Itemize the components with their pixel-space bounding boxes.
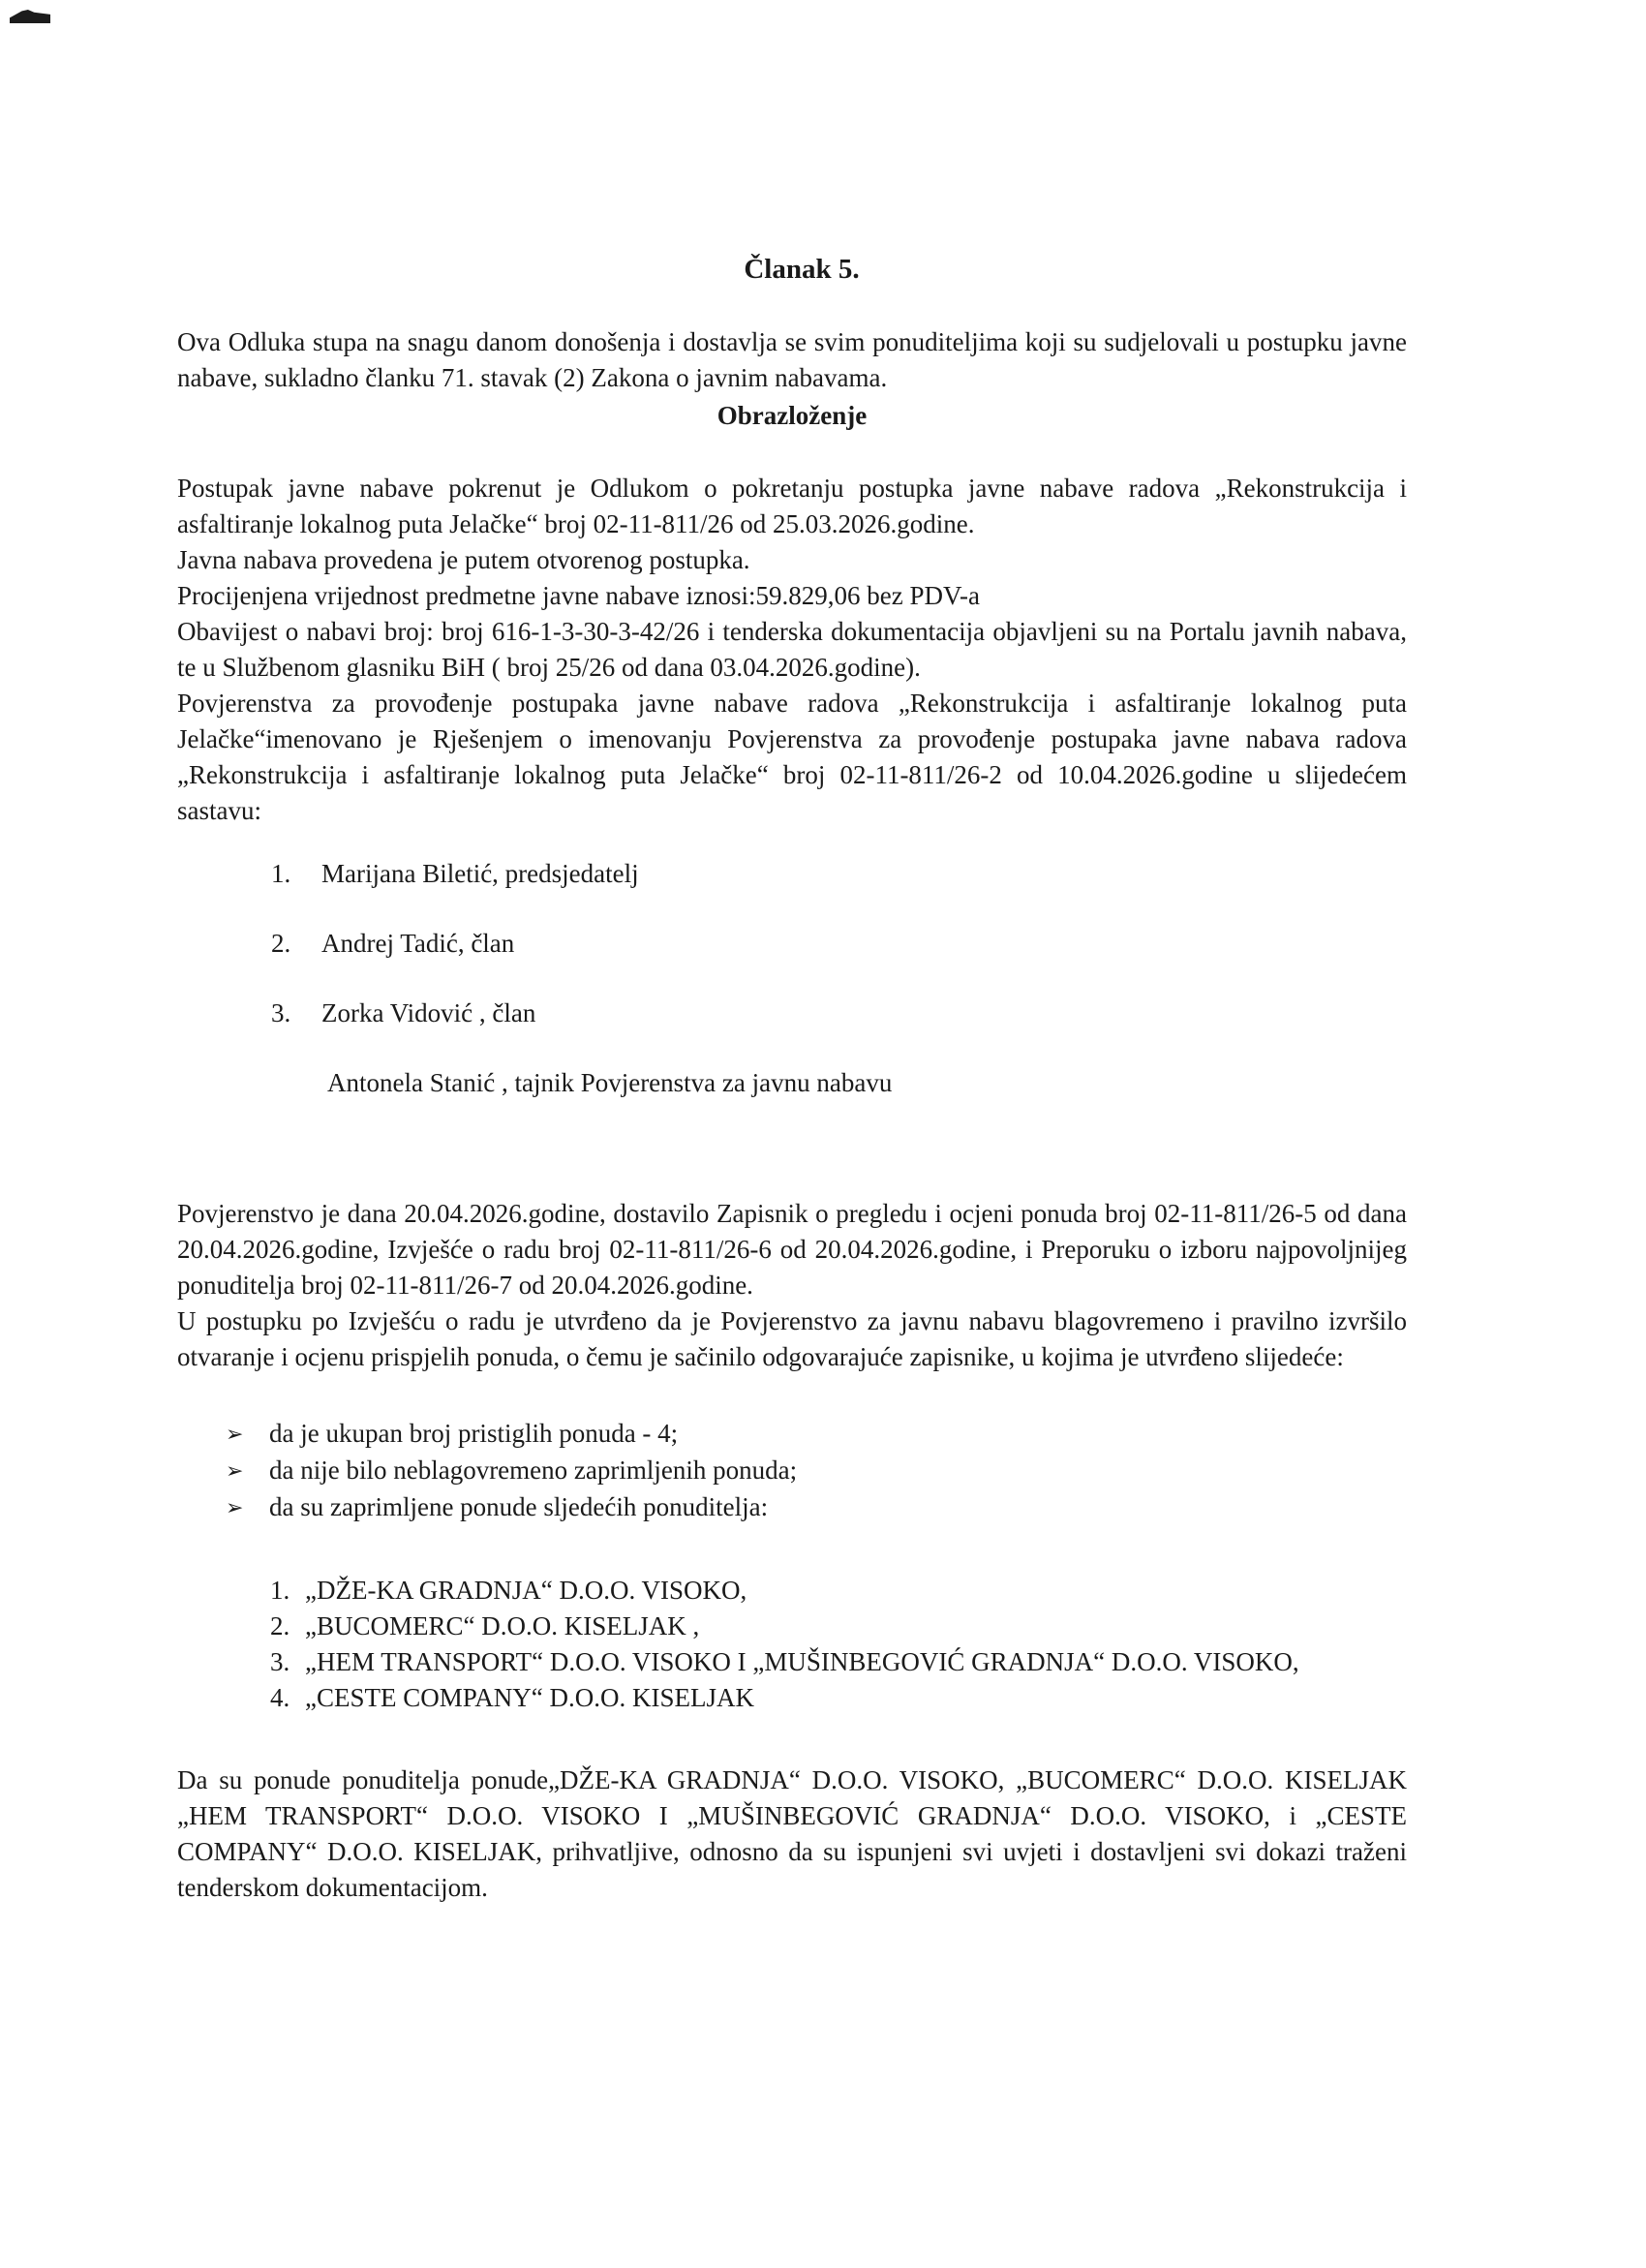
list-item [271, 996, 1407, 1065]
list-number: 2. [271, 929, 291, 958]
list-item [226, 1453, 1407, 1489]
arrow-bullet-icon: ➢ [226, 1458, 244, 1483]
list-item [270, 1644, 1407, 1680]
document-page [177, 252, 1407, 1932]
article-title: Članak 5. [744, 254, 860, 285]
list-item [270, 1609, 1407, 1644]
list-number: 4. [270, 1683, 290, 1712]
explanation-title: Obrazloženje [716, 401, 868, 430]
report-body [177, 1196, 1407, 1375]
member-name: Andrej Tadić, član [321, 929, 515, 958]
finding-text: da nije bilo neblagovremeno zaprimljenih ponuda; [269, 1456, 798, 1485]
report-line: Povjerenstvo je dana 20.04.2026.godine, dostavilo Zapisnik o pregledu i ocjeni ponuda broj 02-11-811/26-5 od dana 20.04.2026.godine, Izvješće o radu broj 02-11-811/26-6 od 20.04.2026.godine, i Preporuku o izboru najpovoljnijeg ponuditelja broj 02-11-811/26-7 od 20.04.2026.godine. [177, 1199, 1407, 1300]
list-item [226, 1489, 1407, 1526]
explanation-line: Procijenjena vrijednost predmetne javne nabave iznosi:59.829,06 bez PDV-a [177, 581, 981, 610]
list-item [271, 856, 1407, 926]
list-number: 1. [270, 1576, 290, 1605]
bidder-name: „HEM TRANSPORT“ D.O.O. VISOKO I „MUŠINBEGOVIĆ GRADNJA“ D.O.O. VISOKO, [305, 1647, 1299, 1676]
list-number: 3. [270, 1647, 290, 1676]
explanation-line: Povjerenstva za provođenje postupaka javne nabave radova „Rekonstrukcija i asfaltiranje lokalnog puta Jelačke“imenovano je Rješenjem o imenovanju Povjerenstva za provođenje postupaka javne nabava radova „Rekonstrukcija i asfaltiranje lokalnog puta Jelačke“ broj 02-11-811/26-2 od 10.04.2026.godine u slijedećem sastavu: [177, 689, 1407, 825]
scan-artifact-mark [10, 10, 50, 23]
closing-paragraph: Da su ponude ponuditelja ponude„DŽE-KA GRADNJA“ D.O.O. VISOKO, „BUCOMERC“ D.O.O. KISELJAK „HEM TRANSPORT“ D.O.O. VISOKO I „MUŠINBEGOVIĆ GRADNJA“ D.O.O. VISOKO, i „CESTE COMPANY“ D.O.O. KISELJAK, prihvatljive, odnosno da su ispunjeni svi uvjeti i dostavljeni svi dokazi traženi tenderskom dokumentacijom. [177, 1765, 1407, 1902]
explanation-line: Postupak javne nabave pokrenut je Odlukom o pokretanju postupka javne nabave radova „Rekonstrukcija i asfaltiranje lokalnog puta Jelačke“ broj 02-11-811/26 od 25.03.2026.godine. [177, 474, 1407, 538]
bidder-name: „CESTE COMPANY“ D.O.O. KISELJAK [305, 1683, 755, 1712]
finding-text: da je ukupan broj pristiglih ponuda - 4; [269, 1419, 679, 1448]
list-number: 3. [271, 998, 291, 1027]
bidders-list [270, 1573, 1407, 1716]
findings-list [226, 1416, 1407, 1526]
explanation-body [177, 471, 1407, 829]
explanation-line: Javna nabava provedena je putem otvorenog postupka. [177, 545, 750, 574]
article-text: Ova Odluka stupa na snagu danom donošenja i dostavlja se svim ponuditeljima koji su sudjelovali u postupku javne nabave, sukladno članku 71. stavak (2) Zakona o javnim nabavama. [177, 327, 1407, 392]
member-name: Marijana Biletić, predsjedatelj [321, 859, 639, 888]
list-number: 1. [271, 859, 291, 888]
list-item [270, 1680, 1407, 1716]
arrow-bullet-icon: ➢ [226, 1422, 244, 1446]
committee-secretary: Antonela Stanić , tajnik Povjerenstva za javnu nabavu [327, 1068, 893, 1097]
arrow-bullet-icon: ➢ [226, 1495, 244, 1519]
list-number: 2. [270, 1611, 290, 1640]
list-item [271, 926, 1407, 996]
report-line: U postupku po Izvješću o radu je utvrđeno da je Povjerenstvo za javnu nabavu blagovremeno i pravilno izvršilo otvaranje i ocjenu prispjelih ponuda, o čemu je sačinilo odgovarajuće zapisnike, u kojima je utvrđeno slijedeće: [177, 1306, 1407, 1371]
bidder-name: „BUCOMERC“ D.O.O. KISELJAK , [305, 1611, 700, 1640]
list-item [270, 1573, 1407, 1609]
bidder-name: „DŽE-KA GRADNJA“ D.O.O. VISOKO, [305, 1576, 747, 1605]
finding-text: da su zaprimljene ponude sljedećih ponuditelja: [269, 1492, 769, 1521]
committee-member-list [271, 856, 1407, 1065]
explanation-line: Obavijest o nabavi broj: broj 616-1-3-30-3-42/26 i tenderska dokumentacija objavljeni su na Portalu javnih nabava, te u Službenom glasniku BiH ( broj 25/26 od dana 03.04.2026.godine). [177, 617, 1407, 682]
list-item [226, 1416, 1407, 1453]
member-name: Zorka Vidović , član [321, 998, 536, 1027]
